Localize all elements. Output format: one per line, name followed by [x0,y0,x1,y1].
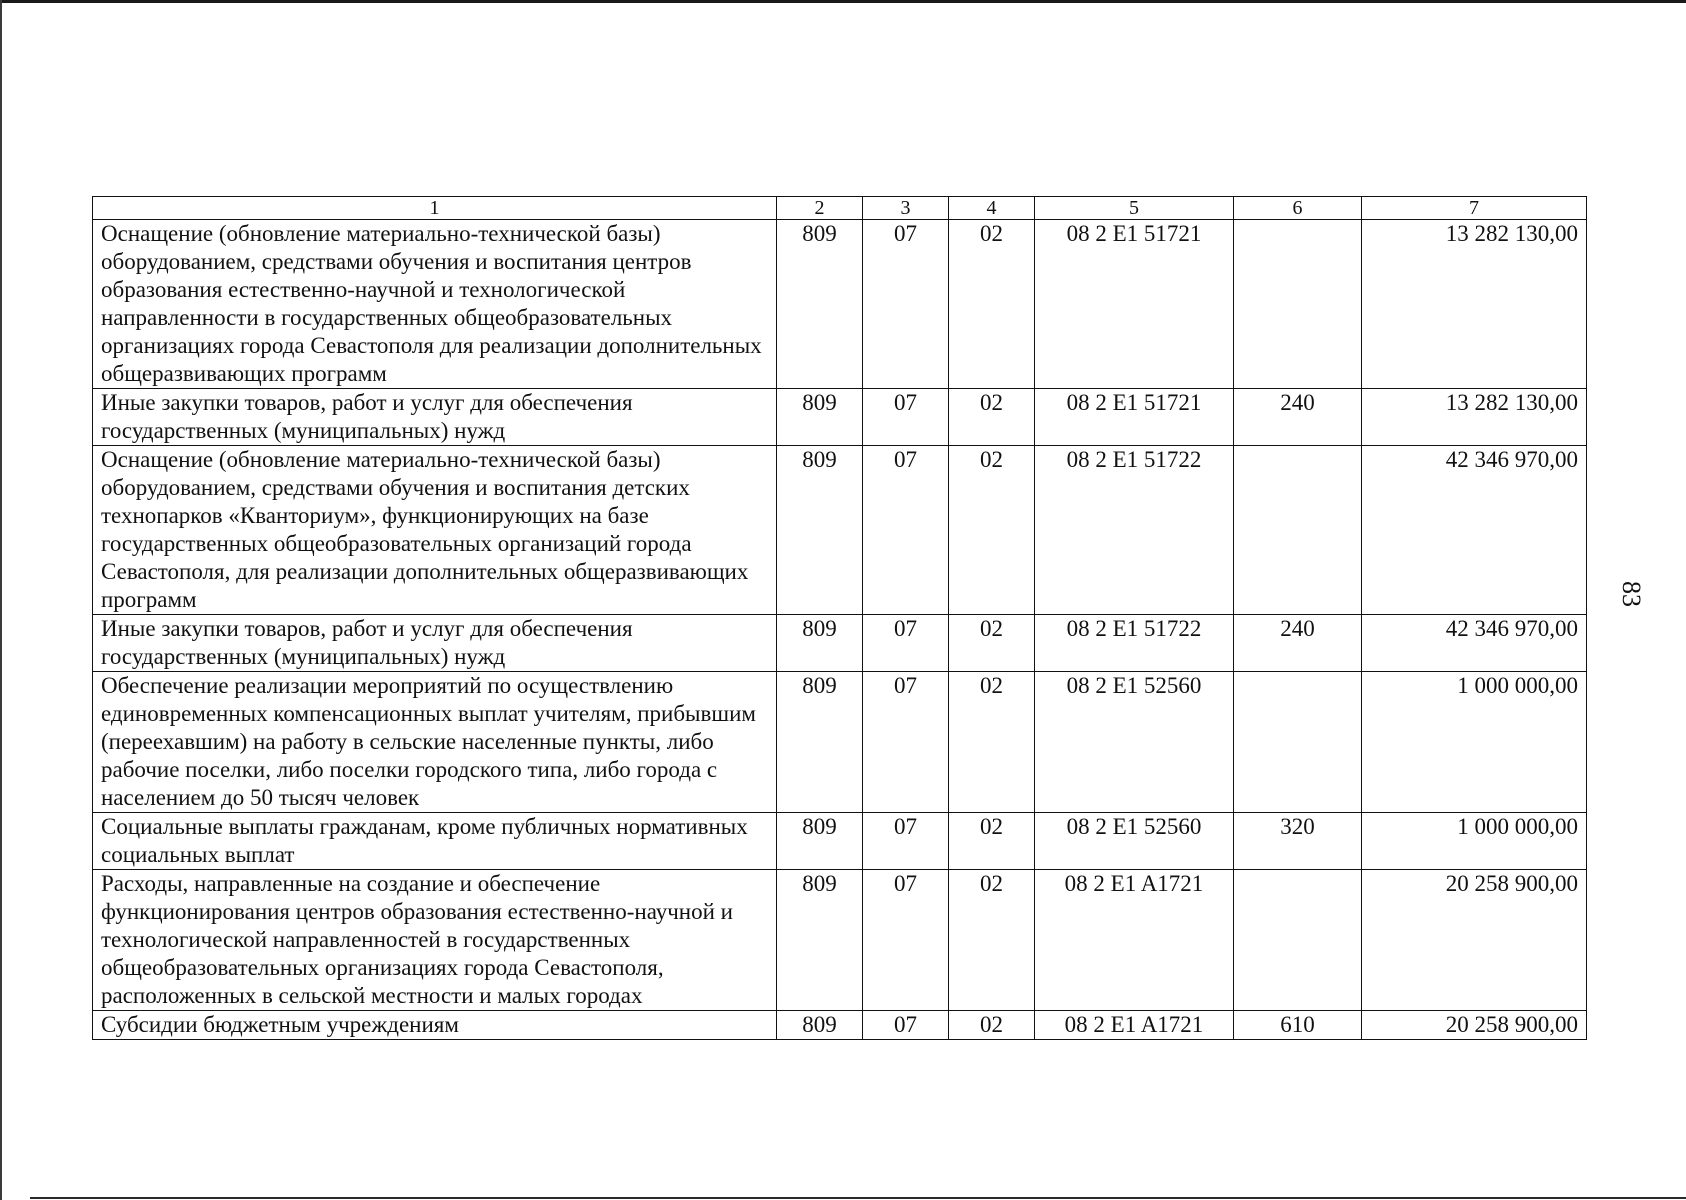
cell-col-7: 20 258 900,00 [1362,1011,1587,1040]
cell-col-7: 1 000 000,00 [1362,672,1587,813]
cell-col-4: 02 [949,1011,1035,1040]
table-row [93,870,1587,1011]
cell-col-5: 08 2 E1 51722 [1035,446,1234,615]
cell-col-7: 1 000 000,00 [1362,813,1587,870]
cell-col-4: 02 [949,446,1035,615]
cell-col-5: 08 2 E1 51722 [1035,615,1234,672]
table-header [93,197,1587,220]
budget-table [92,196,1587,1040]
cell-col-6 [1234,870,1362,1011]
table-row [93,220,1587,389]
table-row [93,672,1587,813]
table-row [93,446,1587,615]
scan-top-border [0,0,1686,3]
cell-col-3: 07 [863,672,949,813]
header-col-5: 5 [1035,197,1234,220]
header-col-2: 2 [777,197,863,220]
cell-col-3: 07 [863,813,949,870]
table-row [93,389,1587,446]
cell-col-5: 08 2 E1 A1721 [1035,1011,1234,1040]
cell-col-2: 809 [777,1011,863,1040]
cell-col-2: 809 [777,615,863,672]
cell-col-2: 809 [777,220,863,389]
header-col-6: 6 [1234,197,1362,220]
header-col-4: 4 [949,197,1035,220]
table-row [93,1011,1587,1040]
cell-col-4: 02 [949,672,1035,813]
cell-name: Обеспечение реализации мероприятий по осуществлению единовременных компенсационных выплат учителям, прибывшим (переехавшим) на работу в сельские населенные пункты, либо рабочие поселки, либо поселки городского типа, либо города с населением до 50 тысяч человек [93,672,777,813]
scan-left-border [0,0,2,1200]
cell-col-2: 809 [777,813,863,870]
cell-col-7: 13 282 130,00 [1362,220,1587,389]
cell-col-5: 08 2 E1 51721 [1035,220,1234,389]
cell-name: Иные закупки товаров, работ и услуг для обеспечения государственных (муниципальных) нужд [93,615,777,672]
cell-col-5: 08 2 E1 A1721 [1035,870,1234,1011]
header-row [93,197,1587,220]
cell-col-3: 07 [863,389,949,446]
header-col-3: 3 [863,197,949,220]
cell-col-5: 08 2 E1 52560 [1035,813,1234,870]
cell-name: Оснащение (обновление материально-технической базы) оборудованием, средствами обучения и воспитания детских технопарков «Кванториум», функционирующих на базе государственных общеобразовательных организаций города Севастополя, для реализации дополнительных общеразвивающих программ [93,446,777,615]
cell-col-4: 02 [949,615,1035,672]
cell-col-4: 02 [949,870,1035,1011]
cell-col-4: 02 [949,813,1035,870]
page-number: 83 [1617,581,1646,607]
cell-name: Иные закупки товаров, работ и услуг для обеспечения государственных (муниципальных) нужд [93,389,777,446]
table-row [93,813,1587,870]
header-col-7: 7 [1362,197,1587,220]
cell-col-2: 809 [777,389,863,446]
cell-col-3: 07 [863,615,949,672]
cell-col-5: 08 2 E1 52560 [1035,672,1234,813]
cell-col-4: 02 [949,220,1035,389]
cell-name: Социальные выплаты гражданам, кроме публичных нормативных социальных выплат [93,813,777,870]
cell-col-6: 610 [1234,1011,1362,1040]
cell-col-2: 809 [777,672,863,813]
cell-col-2: 809 [777,446,863,615]
cell-col-6: 240 [1234,615,1362,672]
cell-col-6 [1234,446,1362,615]
header-col-1: 1 [93,197,777,220]
cell-col-3: 07 [863,870,949,1011]
cell-col-3: 07 [863,220,949,389]
cell-col-6: 320 [1234,813,1362,870]
cell-col-2: 809 [777,870,863,1011]
cell-col-7: 42 346 970,00 [1362,446,1587,615]
cell-name: Расходы, направленные на создание и обеспечение функционирования центров образования естественно-научной и технологической направленностей в государственных общеобразовательных организациях города Севастополя, расположенных в сельской местности и малых городах [93,870,777,1011]
cell-col-7: 13 282 130,00 [1362,389,1587,446]
cell-col-4: 02 [949,389,1035,446]
cell-col-7: 20 258 900,00 [1362,870,1587,1011]
cell-col-6 [1234,220,1362,389]
cell-col-3: 07 [863,446,949,615]
scan-bottom-line [30,1197,1686,1199]
cell-col-7: 42 346 970,00 [1362,615,1587,672]
cell-col-6 [1234,672,1362,813]
cell-col-6: 240 [1234,389,1362,446]
table-row [93,615,1587,672]
cell-name: Оснащение (обновление материально-технической базы) оборудованием, средствами обучения и воспитания центров образования естественно-научной и технологической направленности в государственных общеобразовательных организациях города Севастополя для реализации дополнительных общеразвивающих программ [93,220,777,389]
cell-name: Субсидии бюджетным учреждениям [93,1011,777,1040]
cell-col-3: 07 [863,1011,949,1040]
cell-col-5: 08 2 E1 51721 [1035,389,1234,446]
table-body [93,220,1587,1040]
